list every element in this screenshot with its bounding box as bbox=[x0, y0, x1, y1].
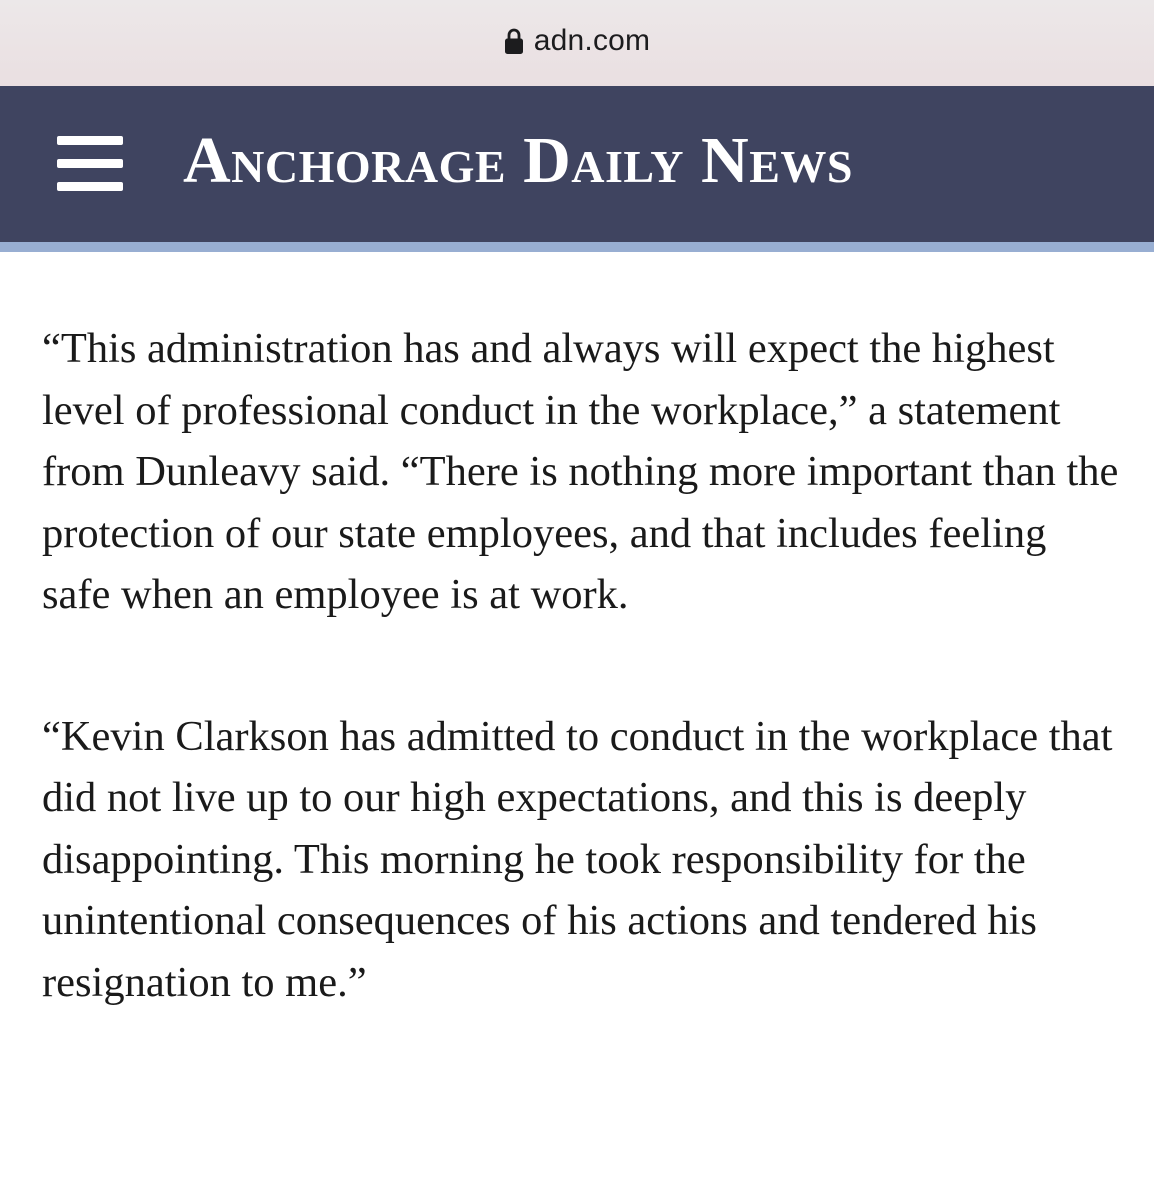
article-body bbox=[42, 318, 1122, 1013]
hamburger-bar bbox=[57, 136, 123, 145]
hamburger-bar bbox=[57, 159, 123, 168]
article-paragraph: “Kevin Clarkson has admitted to conduct in the workplace that did not live up to our high expectations, and this is deeply disappointing. This morning he took responsibility for the unintentional consequences of his actions and tendered his resignation to me.” bbox=[42, 712, 1113, 1006]
url-text: adn.com bbox=[533, 24, 651, 57]
hamburger-icon[interactable] bbox=[57, 136, 123, 192]
masthead-stripe bbox=[0, 242, 1154, 252]
article-paragraph: “This administration has and always will expect the highest level of professional conduct in the workplace,” a statement from Dunleavy said. “There is nothing more important than the protection of our state employees, and that includes feeling safe when an employee is at work. bbox=[42, 325, 1119, 618]
url-display[interactable] bbox=[504, 24, 650, 58]
browser-url-bar[interactable] bbox=[0, 0, 1154, 86]
lock-icon bbox=[504, 27, 524, 55]
site-logo[interactable]: Anchorage Daily News bbox=[183, 124, 853, 197]
hamburger-bar bbox=[57, 182, 123, 191]
